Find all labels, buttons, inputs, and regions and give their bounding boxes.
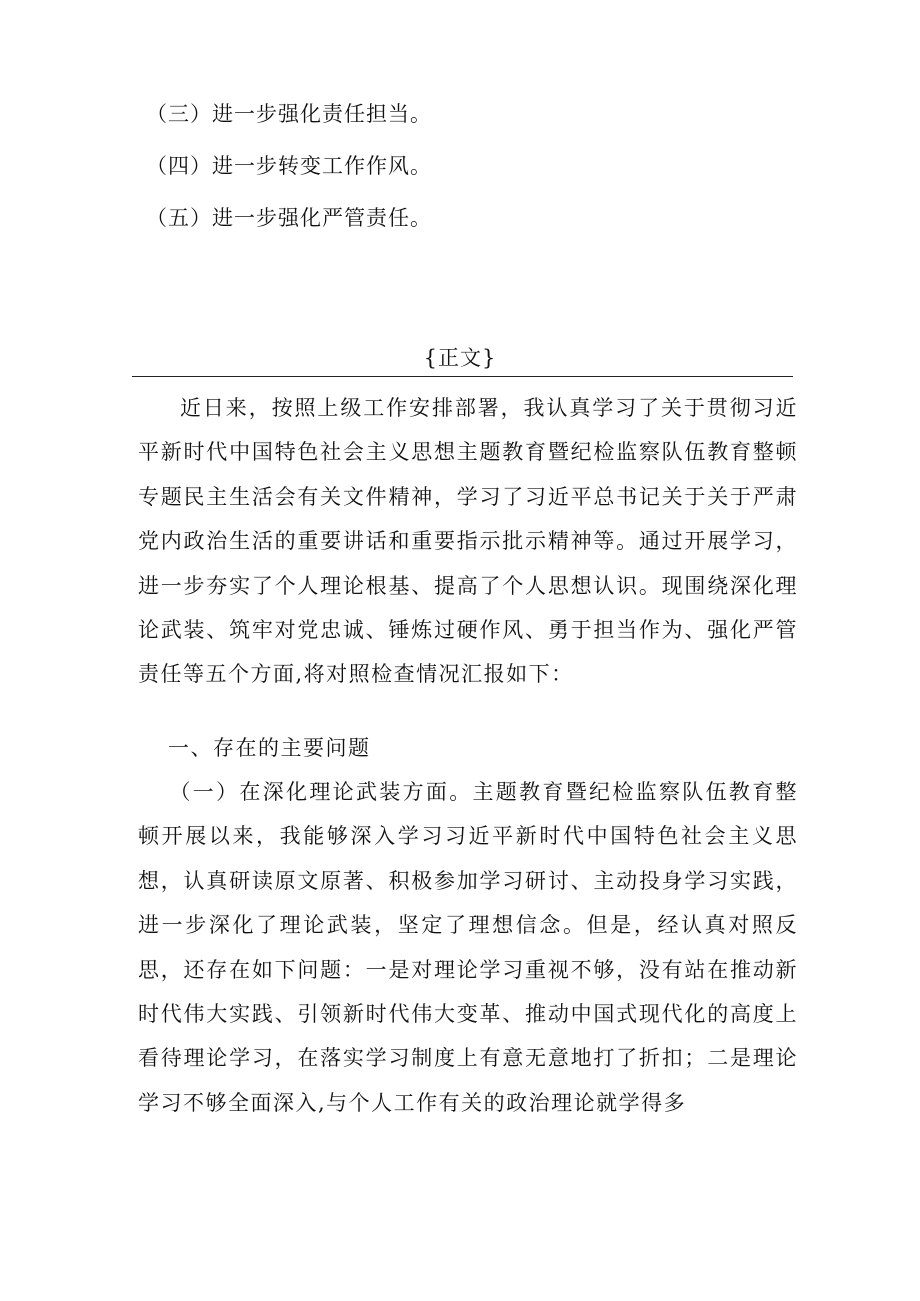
intro-paragraph: 近日来，按照上级工作安排部署，我认真学习了关于贯彻习近平新时代中国特色社会主义思想主题教育暨纪检监察队伍教育整顿专题民主生活会有关文件精神，学习了习近平总书记关于关于严肃党内政治生活的重要讲话和重要指示批示精神等。通过开展学习，进一步夯实了个人理论根基、提高了个人思想认识。现围绕深化理论武装、筑牢对党忠诚、锤炼过硬作风、勇于担当作为、强化严管责任等五个方面,将对照检查情况汇报如下： <box>138 396 798 687</box>
outline-item-3: （三）进一步强化责任担当。 <box>146 102 432 126</box>
outline-item-4: （四）进一步转变工作作风。 <box>146 154 432 178</box>
heading-main-problems: 一、存在的主要问题 <box>168 736 371 760</box>
outline-item-5: （五）进一步强化严管责任。 <box>146 206 432 230</box>
section-title: {正文} <box>423 346 497 370</box>
paragraph-theory-arming: （一）在深化理论武装方面。主题教育暨纪检监察队伍教育整顿开展以来，我能够深入学习习近平新时代中国特色社会主义思想，认真研读原文原著、积极参加学习研讨、主动投身学习实践，进一步深化了理论武装，坚定了理想信念。但是，经认真对照反思，还存在如下问题：一是对理论学习重视不够，没有站在推动新时代伟大实践、引领新时代伟大变革、推动中国式现代化的高度上看待理论学习，在落实学习制度上有意无意地打了折扣；二是理论学习不够全面深入,与个人工作有关的政治理论就学得多 <box>138 780 798 1115</box>
section-divider <box>132 376 793 377</box>
